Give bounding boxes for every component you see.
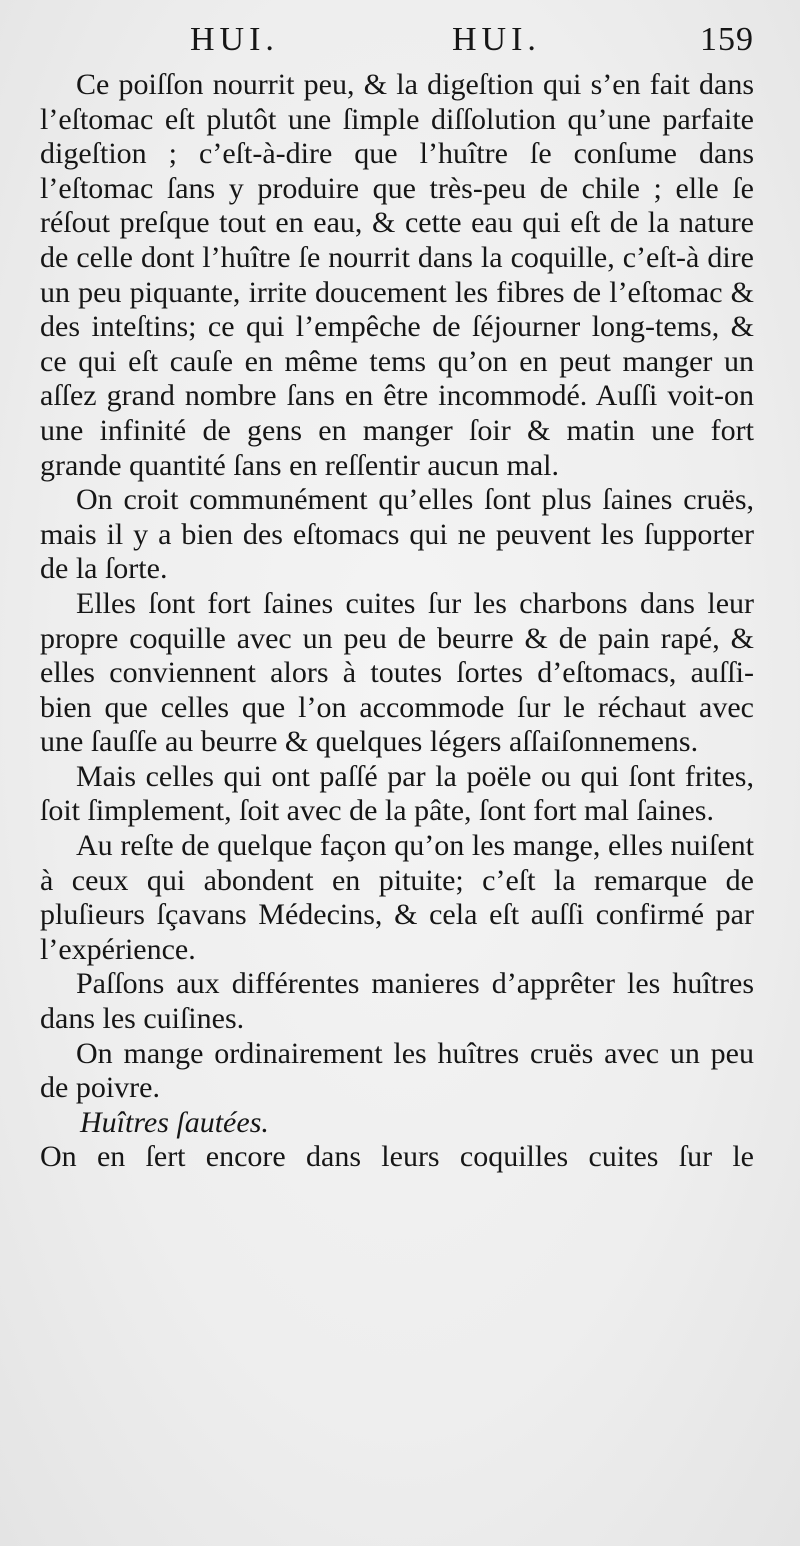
- final-line: On en ſert encore dans leurs coquilles cuites ſur le: [40, 1140, 754, 1174]
- paragraph-pituite: Au reſte de quelque façon qu’on les mange, elles nuiſent à ceux qui abondent en pituite; c’eſt la remarque de pluſieurs ſçavans Médecins, & cela eſt auſſi confirmé par l’expérience.: [40, 829, 754, 966]
- running-head-right: HUI.: [452, 21, 541, 58]
- paragraph-preparations: Paſſons aux différentes manieres d’apprêter les huîtres dans les cuiſines.: [40, 967, 754, 1036]
- running-head: [40, 18, 754, 68]
- paragraph-cooked-oysters: Elles ſont fort ſaines cuites ſur les charbons dans leur propre coquille avec un peu de beurre & de pain rapé, & elles conviennent alors à toutes ſortes d’eſtomacs, auſſi-bien que celles que l’on accommode ſur le réchaut avec une ſauſſe au beurre & quelques légers aſſaiſonnemens.: [40, 586, 754, 759]
- paragraph-raw-oysters: On croit communément qu’elles ſont plus ſaines cruës, mais il y a bien des eſtomacs qui ne peuvent les ſupporter de la ſorte.: [40, 483, 754, 586]
- section-subheading: Huîtres ſautées.: [80, 1105, 269, 1139]
- page-number: 159: [700, 21, 754, 58]
- body-text: [40, 68, 754, 1175]
- paragraph-pepper: On mange ordinairement les huîtres cruës avec un peu de poivre.: [40, 1036, 754, 1105]
- running-head-left: HUI.: [190, 21, 279, 58]
- paragraph-fried-oysters: Mais celles qui ont paſſé par la poële ou qui ſont frites, ſoit ſimplement, ſoit avec de la pâte, ſont fort mal ſaines.: [40, 759, 754, 828]
- paragraph-digestion: Ce poiſſon nourrit peu, & la digeſtion qui s’en fait dans l’eſtomac eſt plutôt une ſimple diſſolution qu’une parfaite digeſtion ; c’eſt-à-dire que l’huître ſe conſume dans l’eſtomac ſans y produire que très-peu de chile ; elle ſe réſout preſque tout en eau, & cette eau qui eſt de la nature de celle dont l’huître ſe nourrit dans la coquille, c’eſt-à dire un peu piquante, irrite doucement les fibres de l’eſtomac & des inteſtins; ce qui l’empêche de ſéjourner long-tems, & ce qui eſt cauſe en même tems qu’on en peut manger un aſſez grand nombre ſans en être incommodé. Auſſi voit-on une infinité de gens en manger ſoir & matin une fort grande quantité ſans en reſſentir aucun mal.: [40, 68, 754, 482]
